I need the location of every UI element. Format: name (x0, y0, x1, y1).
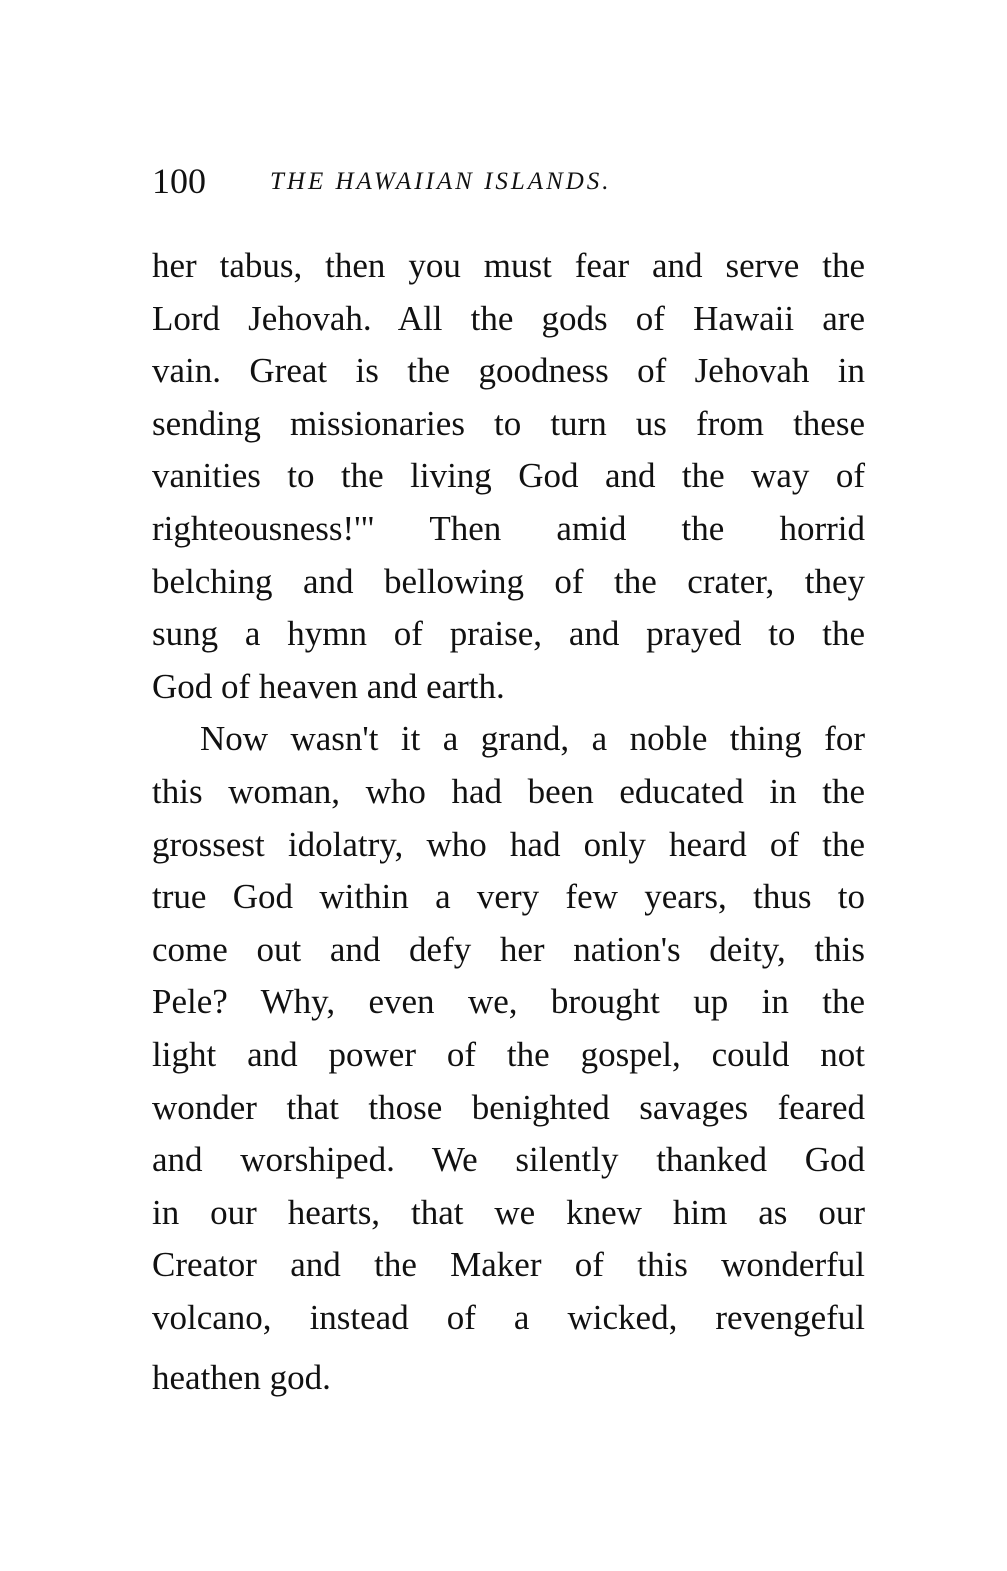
text-line: Pele? Why, even we, brought up in the (152, 982, 865, 1022)
text-line: Creator and the Maker of this wonderful (152, 1245, 865, 1285)
text-line: wonder that those benighted savages feared (152, 1087, 865, 1127)
paragraph (152, 240, 865, 713)
paragraph (152, 713, 865, 1405)
body-text (152, 240, 865, 1405)
text-line: righteousness!'" Then amid the horrid (152, 508, 865, 548)
text-line: light and power of the gospel, could not (152, 1034, 865, 1074)
text-line: belching and bellowing of the crater, they (152, 561, 865, 601)
page-header (152, 160, 865, 210)
page-number: 100 (152, 161, 206, 201)
text-line: vanities to the living God and the way of (152, 456, 865, 496)
text-line: sending missionaries to turn us from these (152, 403, 865, 443)
text-line: true God within a very few years, thus to (152, 877, 865, 917)
text-line: this woman, who had been educated in the (152, 771, 865, 811)
text-line: volcano, instead of a wicked, revengeful (152, 1297, 865, 1337)
text-line: in our hearts, that we knew him as our (152, 1192, 865, 1232)
text-line: sung a hymn of praise, and prayed to the (152, 614, 865, 654)
text-line: God of heaven and earth. (152, 666, 505, 706)
text-line: Lord Jehovah. All the gods of Hawaii are (152, 298, 865, 338)
text-line: heathen god. (152, 1358, 331, 1398)
text-line: grossest idolatry, who had only heard of the (152, 824, 865, 864)
text-line: and worshiped. We silently thanked God (152, 1140, 865, 1180)
text-line: Now wasn't it a grand, a noble thing for (200, 719, 865, 759)
text-line: vain. Great is the goodness of Jehovah in (152, 351, 865, 391)
text-line: come out and defy her nation's deity, this (152, 929, 865, 969)
text-line: her tabus, then you must fear and serve the (152, 246, 865, 285)
running-title: THE HAWAIIAN ISLANDS. (270, 168, 612, 195)
